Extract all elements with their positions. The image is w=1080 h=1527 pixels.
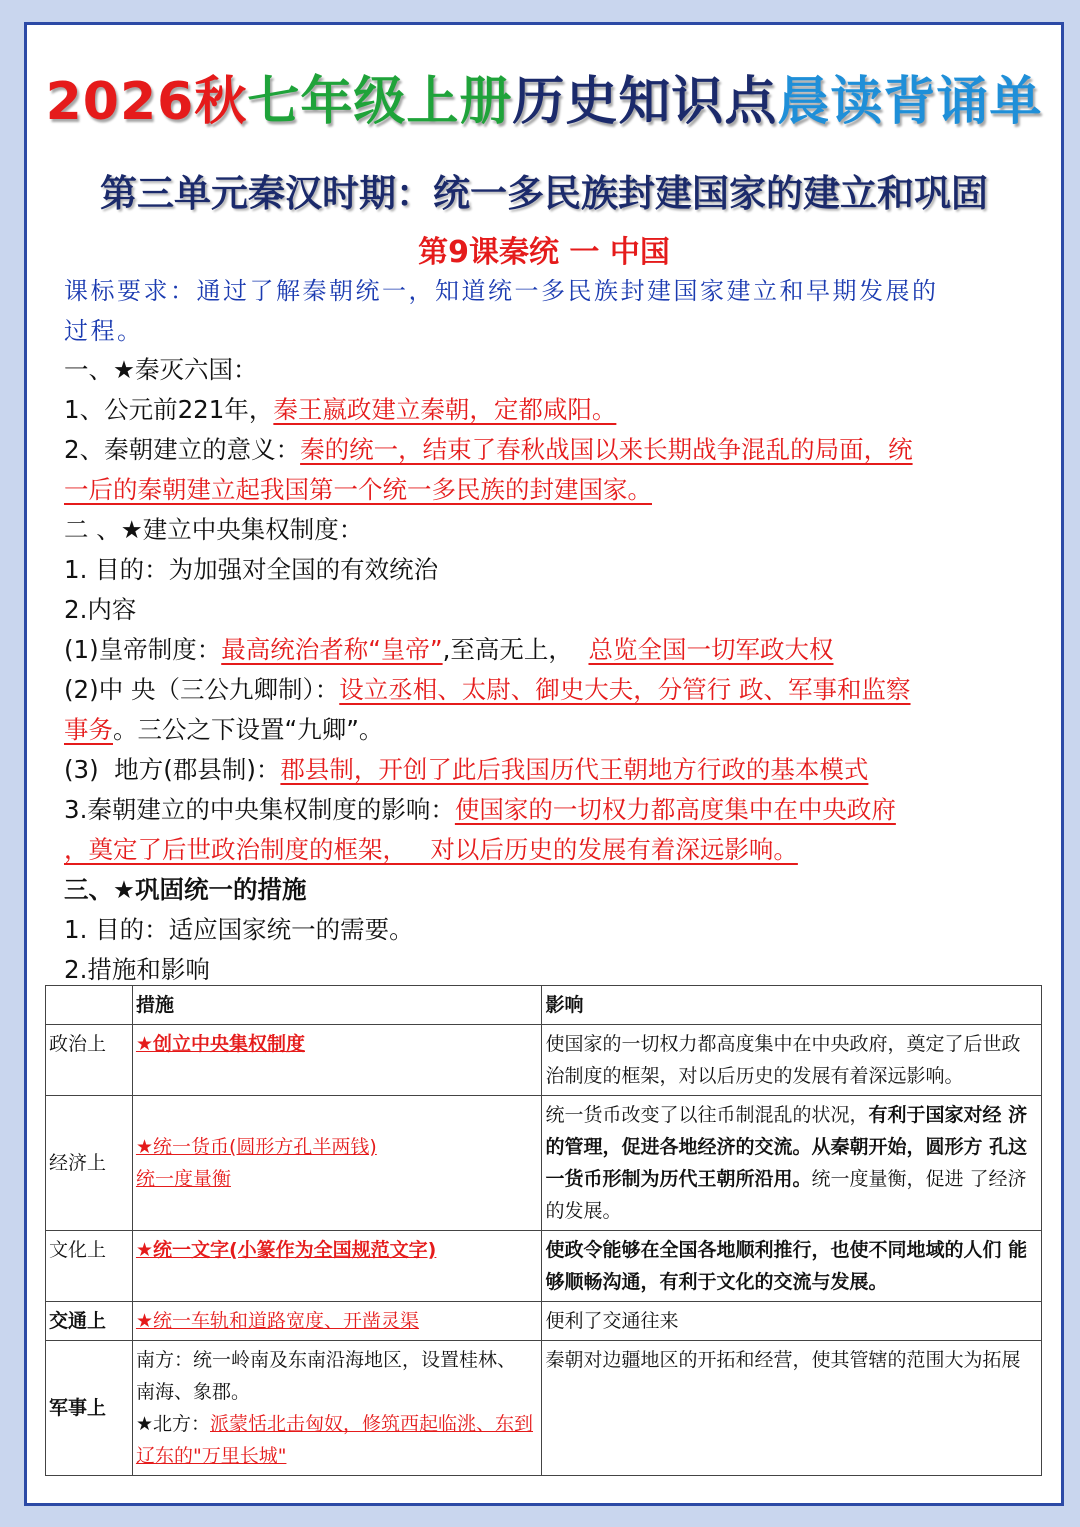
economy-impact-c: 统一度量衡，促进 了经济的发展。	[545, 1168, 1027, 1222]
page-frame	[24, 22, 1064, 1506]
table-row-transport	[46, 1302, 1042, 1341]
table-row-economy	[46, 1096, 1042, 1231]
military-measure-south: 南方：统一岭南及东南沿海地区，设置桂林、 南海、象郡。	[135, 1349, 516, 1403]
military-north-prefix: ★北方：	[135, 1413, 210, 1435]
section2-impact	[64, 791, 896, 826]
emperor-mid: ,至高无上，	[442, 635, 589, 664]
title-part-year: 2026秋	[45, 72, 248, 132]
transport-measure: ★统一车轨和道路宽度、开凿灵渠	[135, 1310, 419, 1332]
requirement-line-1: 课标要求：通过了解秦朝统一，知道统一多民族封建国家建立和早期发展的	[64, 277, 939, 305]
section2-purpose: 1. 目的：为加强对全国的有效统治	[64, 555, 439, 584]
table-header-row	[46, 986, 1042, 1025]
central-answer-a: 设立丞相、太尉、御史大夫，分管行 政、军事和监察	[339, 675, 911, 704]
table-row-culture	[46, 1231, 1042, 1302]
title-part-type: 晨读背诵单	[777, 72, 1043, 132]
row-label-culture: 文化上	[46, 1231, 133, 1302]
central-suffix: 。三公之下设置“九卿”。	[113, 715, 384, 744]
economy-impact-b: 有利于国家对经 济的管理，促进各地经济的交流。从秦朝开始，圆形方 孔这一货币形制为历代王朝所沿用。	[545, 1104, 1028, 1190]
table-row-military	[46, 1341, 1042, 1476]
section2-impact-cont	[64, 831, 798, 866]
row-label-economy: 经济上	[46, 1096, 133, 1231]
emperor-prefix: (1)皇帝制度：	[64, 635, 222, 664]
central-prefix: (2)中 央（三公九卿制）：	[64, 675, 340, 704]
section2-central-cont	[64, 711, 383, 746]
emperor-answer: 最高统治者称“皇帝”	[221, 635, 443, 664]
row-label-transport: 交通上	[46, 1302, 133, 1341]
section3-heading: 三、★巩固统一的措施	[64, 875, 307, 904]
lesson-title: 第9课秦统 一 中国	[418, 235, 670, 270]
header-cell-impact: 影响	[542, 986, 1042, 1025]
transport-impact: 便利了交通往来	[542, 1302, 1042, 1341]
economy-impact-a: 统一货币改变了以往币制混乱的状况，	[545, 1104, 869, 1126]
section2-central	[64, 671, 911, 706]
culture-measure: ★统一文字(小篆作为全国规范文字)	[135, 1239, 437, 1261]
central-answer-b: 事务	[64, 715, 113, 744]
impact-prefix: 3.秦朝建立的中央集权制度的影响：	[64, 795, 455, 824]
section1-item1	[64, 391, 616, 426]
measures-table	[45, 985, 1042, 1476]
section3-purpose: 1. 目的：适应国家统一的需要。	[64, 915, 414, 944]
row-label-military: 军事上	[46, 1341, 133, 1476]
impact-answer-a: 使国家的一切权力都高度集中在中央政府	[454, 795, 896, 824]
military-measure-north: 派蒙恬北击匈奴，修筑西起临洮、东到辽东的"万里长城"	[135, 1413, 534, 1467]
local-answer: 郡县制，开创了此后我国历代王朝地方行政的基本模式	[280, 755, 869, 784]
section1-heading: 一、★秦灭六国：	[64, 355, 258, 384]
table-row-politics	[46, 1025, 1042, 1096]
header-cell-blank	[46, 986, 133, 1025]
unit-title: 第三单元秦汉时期：统一多民族封建国家的建立和巩固	[100, 172, 988, 215]
section3-measures: 2.措施和影响	[64, 955, 210, 984]
section2-heading: 二 、★建立中央集权制度：	[64, 515, 364, 544]
title-part-subject: 历史知识点	[512, 72, 778, 132]
section2-content: 2.内容	[64, 595, 137, 624]
requirement-line-2: 过程。	[64, 317, 144, 345]
item1-answer: 秦王嬴政建立秦朝，定都咸阳。	[273, 395, 617, 424]
economy-measure-2: 统一度量衡	[135, 1168, 231, 1190]
impact-answer-b: ，奠定了后世政治制度的框架， 对以后历史的发展有着深远影响。	[64, 835, 798, 864]
main-title	[27, 59, 1061, 134]
row-label-politics: 政治上	[46, 1025, 133, 1096]
header-cell-measure: 措施	[132, 986, 542, 1025]
culture-impact: 使政令能够在全国各地顺利推行，也使不同地域的人们 能够顺畅沟通，有利于文化的交流与发展。	[542, 1231, 1042, 1302]
section2-local	[64, 751, 868, 786]
item2-answer-b: 一后的秦朝建立起我国第一个统一多民族的封建国家。	[64, 475, 652, 504]
item2-answer-a: 秦的统一，结束了春秋战国以来长期战争混乱的局面，统	[300, 435, 913, 464]
military-impact: 秦朝对边疆地区的开拓和经营，使其管辖的范围大为拓展	[542, 1341, 1042, 1476]
local-prefix: (3) 地方(郡县制)：	[64, 755, 281, 784]
economy-measure-1: ★统一货币(圆形方孔半两钱)	[135, 1136, 377, 1158]
politics-impact: 使国家的一切权力都高度集中在中央政府，奠定了后世政治制度的框架，对以后历史的发展有着深远影响。	[542, 1025, 1042, 1096]
title-part-grade: 七年级上册	[247, 72, 513, 132]
section1-item2-cont	[64, 471, 652, 506]
item1-prefix: 1、公元前221年，	[64, 395, 274, 424]
section2-emperor	[64, 631, 833, 666]
item2-prefix: 2、秦朝建立的意义：	[64, 435, 301, 464]
politics-measure: ★创立中央集权制度	[135, 1033, 305, 1055]
section1-item2	[64, 431, 913, 466]
emperor-answer-2: 总览全国一切军政大权	[588, 635, 834, 664]
